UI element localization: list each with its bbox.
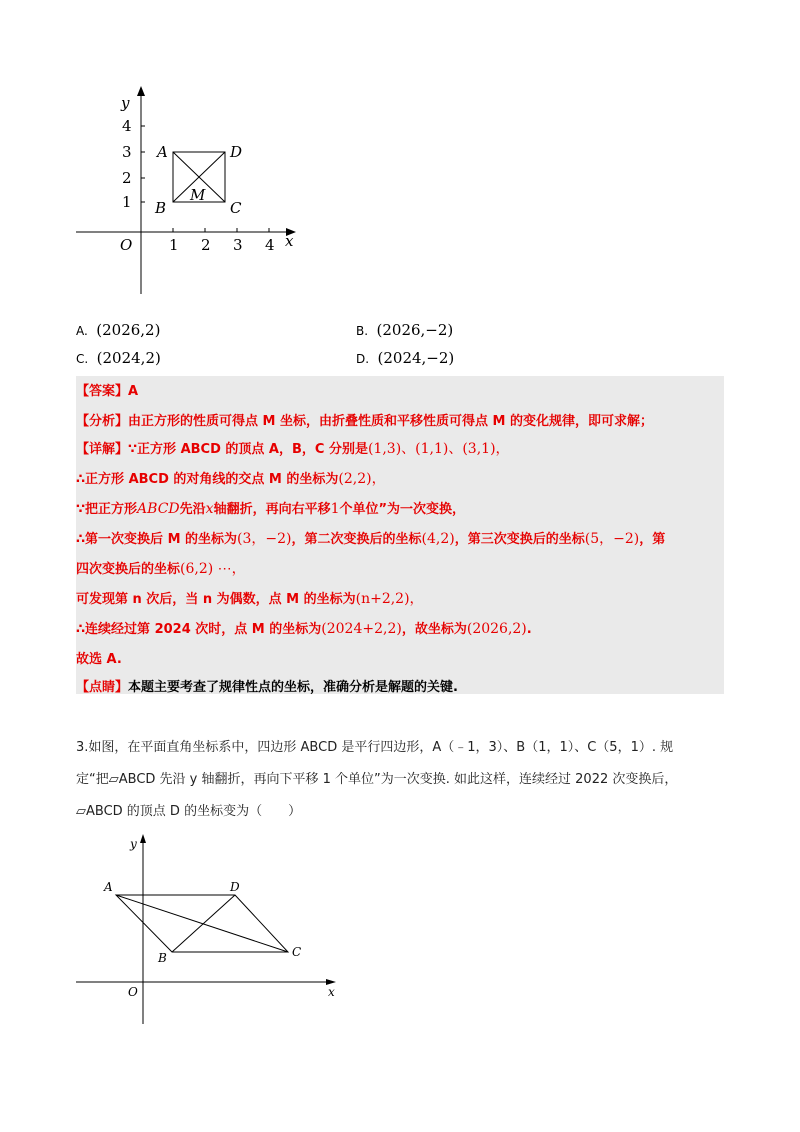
steps2-text: 四次变换后的坐标 (76, 562, 181, 577)
choose-text: 故选 A. (76, 652, 122, 667)
transform-text-d: 个单位”为一次变换， (339, 502, 466, 517)
origin-label: O (128, 985, 138, 999)
pattern-math: (n+2,2)， (355, 591, 424, 607)
question3-line3: ▱ABCD 的顶点 D 的坐标变为（ ） (76, 804, 302, 819)
result-text-c: . (526, 622, 532, 637)
steps-text-c: ，第三次变换后的坐标 (454, 532, 585, 547)
steps-line-2 (76, 558, 246, 578)
detail-coords: (1,3)、(1,1)、(3,1)， (367, 441, 510, 457)
y-tick-1: 1 (122, 193, 132, 211)
steps-text-d: ，第 (639, 532, 666, 547)
question3-line1: 3.如图，在平面直角坐标系中，四边形 ABCD 是平行四边形，A（﹣1，3）、B（1，1）、C（5，1）. 规 (76, 740, 674, 755)
steps-text-a: ∴第一次变换后 M 的坐标为 (76, 532, 238, 547)
point-c-label: C (230, 199, 242, 217)
center-coords: (2,2)， (338, 471, 386, 487)
transform-text-c: 轴翻折，再向右平移 (213, 502, 331, 517)
transform-math-1: 1 (330, 501, 340, 517)
point-d-label: D (230, 143, 243, 161)
result-text-a: ∴连续经过第 2024 次时，点 M 的坐标为 (76, 622, 322, 637)
point-b-label: B (158, 951, 167, 965)
point-d-label: D (230, 880, 240, 894)
analysis-line: 【分析】由正方形的性质可得点 M 坐标，由折叠性质和平移性质可得点 M 的变化规律，即可求解； (76, 414, 653, 429)
option-value: (2026,2) (96, 321, 161, 339)
pattern-text: 可发现第 n 次后，当 n 为偶数，点 M 的坐标为 (76, 592, 356, 607)
question3-line2: 定“把▱ABCD 先沿 y 轴翻折，再向下平移 1 个单位”为一次变换. 如此这样，连续经过 2022 次变换后， (76, 772, 678, 787)
steps2-math: (6,2) ⋯， (180, 561, 246, 577)
transform-text-a: ∵把正方形 (76, 502, 138, 517)
point-c-label: C (292, 945, 302, 959)
pattern-line (76, 588, 424, 608)
comment-tag: 【点睛】 (76, 680, 129, 695)
transform-line (76, 498, 465, 517)
x-tick-1: 1 (169, 236, 179, 254)
comment-line (76, 676, 458, 695)
x-axis-label: x (285, 232, 294, 250)
point-m-label: M (190, 186, 206, 204)
y-tick-3: 3 (122, 143, 132, 161)
detail-line (76, 438, 510, 458)
option-label: D. (356, 352, 370, 366)
origin-label: O (120, 236, 133, 254)
x-axis-label: x (328, 985, 335, 999)
point-a-label: A (104, 880, 113, 894)
diagonal-bd (172, 895, 235, 952)
x-tick-4: 4 (265, 236, 275, 254)
transform-text-b: 先沿 (179, 502, 206, 517)
steps-text-b: ，第二次变换后的坐标 (291, 532, 422, 547)
figure-parallelogram-abcd (70, 832, 350, 1032)
y-axis-label: y (121, 94, 130, 112)
steps-math-1: (3，−2) (237, 531, 292, 547)
result-text-b: ，故坐标为 (401, 622, 467, 637)
option-d[interactable] (356, 349, 636, 367)
y-tick-2: 2 (122, 169, 132, 187)
figure-square-abcd (70, 82, 310, 304)
point-a-label: A (157, 143, 168, 161)
y-axis-arrow (137, 86, 145, 96)
steps-math-2: (4,2) (421, 531, 455, 547)
transform-math-abcd: ABCD (137, 501, 180, 517)
solution-box (76, 376, 724, 694)
y-axis-label: y (130, 837, 137, 851)
option-c[interactable] (76, 349, 356, 367)
option-value: (2024,2) (96, 349, 161, 367)
center-line (76, 468, 386, 488)
result-math-1: (2024+2,2) (321, 621, 402, 637)
choose-line (76, 648, 122, 667)
center-text: ∴正方形 ABCD 的对角线的交点 M 的坐标为 (76, 472, 339, 487)
transform-math-x: x (205, 501, 214, 517)
option-value: (2026,−2) (376, 321, 454, 339)
option-label: A. (76, 324, 88, 338)
option-label: C. (76, 352, 89, 366)
answer-line: 【答案】A (76, 384, 139, 399)
x-tick-3: 3 (233, 236, 243, 254)
detail-head: 【详解】∵正方形 ABCD 的顶点 A，B，C 分别是 (76, 442, 368, 457)
option-value: (2024,−2) (377, 349, 455, 367)
option-b[interactable] (356, 321, 636, 339)
option-a[interactable] (76, 321, 356, 339)
comment-text: 本题主要考查了规律性点的坐标，准确分析是解题的关键. (128, 680, 458, 695)
answer-options (76, 316, 736, 372)
result-math-2: (2026,2) (466, 621, 527, 637)
x-tick-2: 2 (201, 236, 211, 254)
result-line (76, 618, 532, 637)
option-label: B. (356, 324, 369, 338)
y-axis-arrow (140, 834, 146, 843)
point-b-label: B (155, 199, 167, 217)
y-tick-4: 4 (122, 117, 132, 135)
steps-math-3: (5，−2) (584, 531, 640, 547)
diagonal-ac (116, 895, 288, 952)
steps-line (76, 528, 665, 548)
